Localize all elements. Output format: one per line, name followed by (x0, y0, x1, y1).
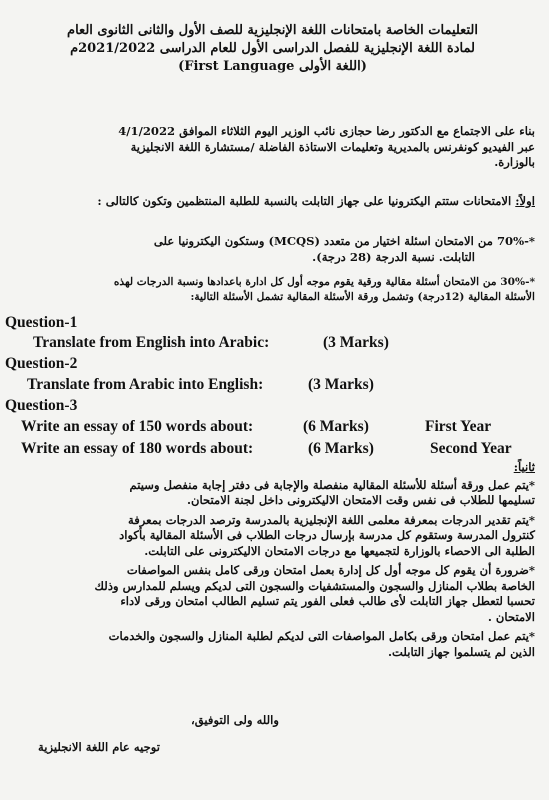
section-second (10, 460, 535, 660)
question-3b-year: Second Year (430, 440, 512, 457)
header-line-2: لمادة اللغة الإنجليزية للفصل الدراسى الأول للعام الدراسى 2021/2022م (70, 41, 475, 56)
question-3-title: Question-3 (5, 397, 78, 414)
intro-line-1: بناء على الاجتماع مع الدكتور رضا حجازى نائب الوزير اليوم الثلاثاء الموافق 4/1/2022 (118, 124, 535, 138)
p30-line-1: *-30% من الامتحان أسئلة مقالية ورقية يقوم موجه أول كل ادارة باعدادها ونسبة الدرجات لهذه (113, 276, 535, 288)
header-line-3: (اللغة الأولى First Language) (178, 59, 367, 74)
question-3a-marks: (6 Marks) (303, 418, 369, 435)
second-bullet-3-line-1: *ضرورة أن يقوم كل موجه أول كل إدارة بعمل امتحان ورقى كامل بنفس المواصفات (126, 563, 535, 577)
question-3b-task: Write an essay of 180 words about: (21, 440, 254, 457)
question-3b-marks: (6 Marks) (308, 440, 374, 457)
section-first-heading: اولاً: (515, 194, 535, 208)
question-1-task: Translate from English into Arabic: (33, 334, 270, 351)
p70-line-2: التابلت. نسبة الدرجة (28 درجة). (312, 249, 475, 264)
question-3a-task: Write an essay of 150 words about: (21, 418, 254, 435)
question-3a-year: First Year (425, 418, 492, 435)
second-bullet-3-line-4: الامتحان . (487, 609, 535, 624)
section-second-heading: ثانياً: (513, 460, 535, 474)
p70-line-1: *-70% من الامتحان اسئلة اختيار من متعدد (MCQS) وستكون اليكترونيا على (153, 234, 535, 248)
intro-paragraph (10, 124, 535, 171)
second-bullet-2-line-1: *يتم تقدير الدرجات بمعرفة معلمى اللغة الإنجليزية بالمدرسة وترصد الدرجات بمعرفة (127, 512, 535, 527)
second-bullet-1-line-2: تسليمها للطلاب فى نفس وقت الامتحان الاليكترونى داخل لجنة الامتحان. (186, 493, 535, 507)
second-bullet-2-line-3: الطلبة الى الاحصاء بالوزارة لتجميعها مع درجات الامتحان الاليكترونى على التابلت. (144, 543, 535, 558)
second-bullet-1-line-1: *يتم عمل ورقة أسئلة للأسئلة المقالية منفصلة والإجابة فى دفتر إجابة منفصل وسيتم (129, 477, 535, 492)
intro-line-3: بالوزارة. (494, 155, 535, 169)
second-bullet-3-line-2: الخاصة بطلاب المنازل والسجون والمستشفيات والسجون التى لديكم ويسلم للمدارس وذلك (94, 578, 535, 593)
second-bullet-4-line-1: *يتم عمل امتحان ورقى بكامل المواصفات التى لديكم لطلبة المنازل والسجون والخدمات (108, 629, 535, 643)
paragraph-30-percent (10, 275, 535, 304)
second-bullet-3-line-3: تحسبا لتعطل جهاز التابلت لأى طالب فعلى الفور يتم تسليم الطالب امتحان ورقى لاداء (120, 594, 535, 608)
question-1-title: Question-1 (5, 314, 78, 331)
question-2-task: Translate from Arabic into English: (27, 376, 264, 393)
section-first-text: الامتحانات ستتم اليكترونيا على جهاز التابلت بالنسبة للطلبة المنتظمين وتكون كالتالى : (97, 194, 516, 208)
closing-text: والله ولى التوفيق، (191, 713, 279, 727)
question-2-title: Question-2 (5, 355, 78, 372)
p30-line-2: الأسئلة المقالية (12درجة) وتشمل ورقة الأسئلة المقالية تشمل الأسئلة التالية: (190, 290, 535, 303)
header-line-1: التعليمات الخاصة بامتحانات اللغة الإنجليزية للصف الأول والثانى الثانوى العام (67, 23, 478, 38)
paragraph-70-percent (10, 234, 535, 265)
question-2-marks: (3 Marks) (308, 376, 374, 393)
second-bullet-2-line-2: كنترول المدرسة وستقوم كل مدرسة بإرسال درجات الطلاب فى الأسئلة المقالية بأكواد (119, 528, 535, 542)
signature: توجيه عام اللغة الانجليزية (38, 740, 160, 754)
document-header (10, 22, 535, 76)
section-first (10, 194, 535, 210)
intro-line-2: عبر الفيديو كونفرنس بالمديرية وتعليمات الاستاذة الفاضلة /مستشارة اللغة الانجليزية (130, 139, 535, 154)
questions-block (5, 312, 539, 462)
question-1-marks: (3 Marks) (323, 334, 389, 351)
second-bullet-4-line-2: الذين لم يتسلموا جهاز التابلت. (387, 644, 535, 659)
